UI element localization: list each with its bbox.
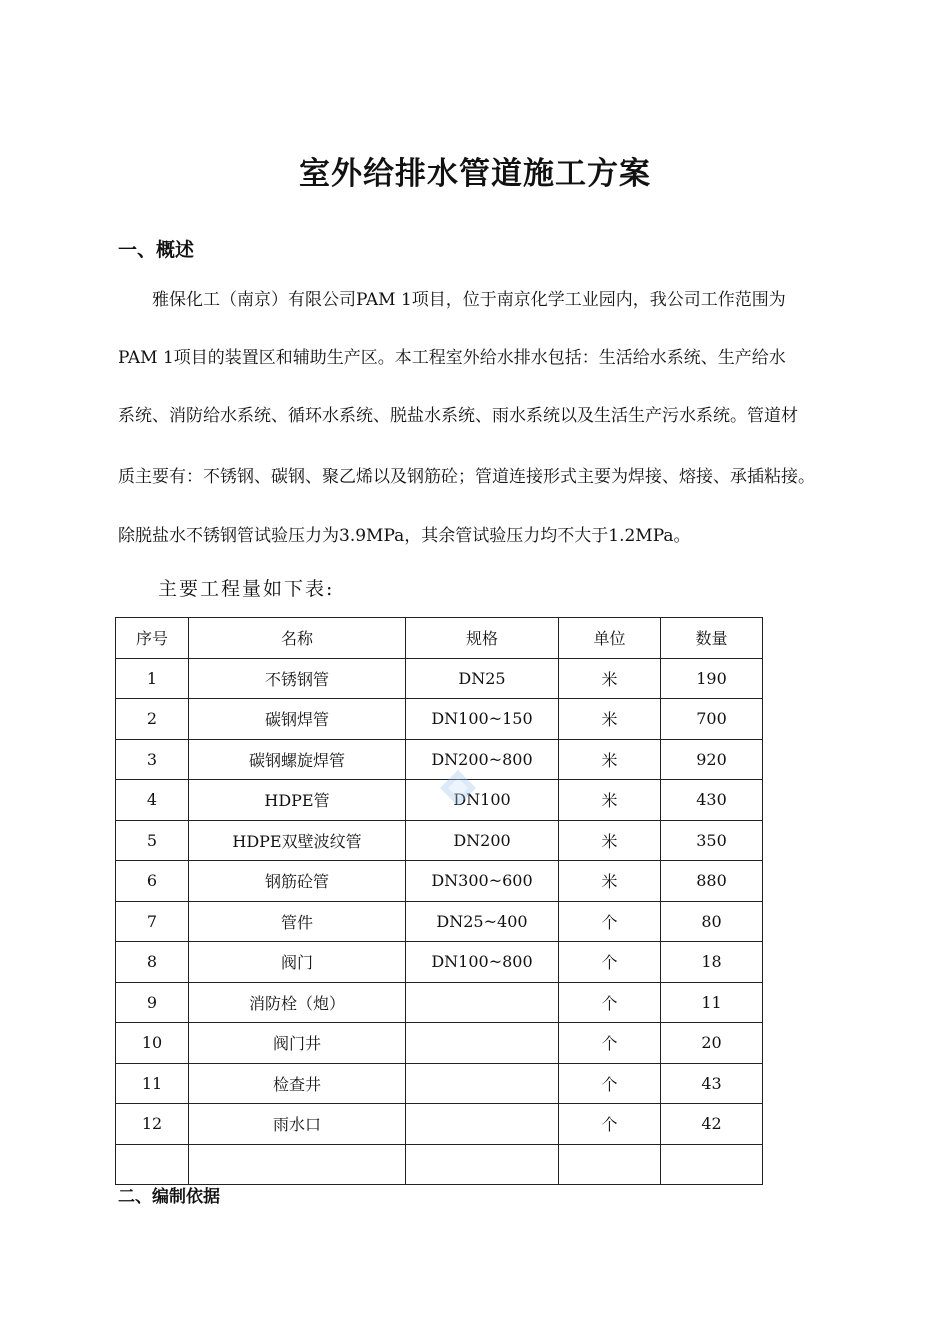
cell-spec <box>406 1063 559 1104</box>
cell-index: 8 <box>116 942 189 983</box>
cell-index: 11 <box>116 1063 189 1104</box>
table-row <box>116 1023 763 1064</box>
cell-quantity: 80 <box>661 901 763 942</box>
cell-unit: 米 <box>559 820 661 861</box>
section-heading-overview: 一、概述 <box>118 239 195 261</box>
cell-name: 消防栓（炮） <box>189 982 406 1023</box>
cell-name: 碳钢螺旋焊管 <box>189 739 406 780</box>
cell-name <box>189 1144 406 1185</box>
cell-name: 碳钢焊管 <box>189 699 406 740</box>
table-row <box>116 699 763 740</box>
table-row <box>116 1104 763 1145</box>
cell-unit: 米 <box>559 658 661 699</box>
cell-quantity: 880 <box>661 861 763 902</box>
table-row <box>116 861 763 902</box>
cell-index: 3 <box>116 739 189 780</box>
cell-quantity: 700 <box>661 699 763 740</box>
cell-quantity: 11 <box>661 982 763 1023</box>
cell-name: 雨水口 <box>189 1104 406 1145</box>
table-intro-text: 主要工程量如下表: <box>158 578 335 600</box>
cell-index: 12 <box>116 1104 189 1145</box>
cell-name: 不锈钢管 <box>189 658 406 699</box>
cell-quantity: 20 <box>661 1023 763 1064</box>
cell-quantity: 43 <box>661 1063 763 1104</box>
paragraph-line: 质主要有：不锈钢、碳钢、聚乙烯以及钢筋砼；管道连接形式主要为焊接、熔接、承插粘接。 <box>118 467 815 487</box>
cell-quantity: 190 <box>661 658 763 699</box>
cell-index: 5 <box>116 820 189 861</box>
cell-spec <box>406 1023 559 1064</box>
cell-quantity <box>661 1144 763 1185</box>
table-row <box>116 820 763 861</box>
cell-index: 7 <box>116 901 189 942</box>
cell-spec: DN200~800 <box>406 739 559 780</box>
cell-index: 2 <box>116 699 189 740</box>
cell-unit: 个 <box>559 1104 661 1145</box>
cell-unit: 米 <box>559 699 661 740</box>
cell-spec <box>406 1144 559 1185</box>
paragraph-line: 系统、消防给水系统、循环水系统、脱盐水系统、雨水系统以及生活生产污水系统。管道材 <box>118 406 798 426</box>
cell-unit: 个 <box>559 1023 661 1064</box>
table-row <box>116 982 763 1023</box>
cell-name: 阀门井 <box>189 1023 406 1064</box>
cell-spec: DN100~150 <box>406 699 559 740</box>
table-row <box>116 1063 763 1104</box>
cell-index <box>116 1144 189 1185</box>
cell-name: HDPE双壁波纹管 <box>189 820 406 861</box>
cell-unit: 米 <box>559 780 661 821</box>
cell-name: 管件 <box>189 901 406 942</box>
cell-unit: 个 <box>559 901 661 942</box>
cell-name: 检查井 <box>189 1063 406 1104</box>
table-row <box>116 942 763 983</box>
cell-unit: 米 <box>559 739 661 780</box>
table-header-row <box>116 618 763 659</box>
table-row <box>116 901 763 942</box>
cell-quantity: 18 <box>661 942 763 983</box>
cell-index: 6 <box>116 861 189 902</box>
cell-name: HDPE管 <box>189 780 406 821</box>
header-cell-index: 序号 <box>116 618 189 659</box>
cell-index: 9 <box>116 982 189 1023</box>
cell-spec: DN300~600 <box>406 861 559 902</box>
cell-index: 10 <box>116 1023 189 1064</box>
header-cell-unit: 单位 <box>559 618 661 659</box>
cell-unit <box>559 1144 661 1185</box>
cell-quantity: 920 <box>661 739 763 780</box>
paragraph-line: PAM 1项目的装置区和辅助生产区。本工程室外给水排水包括：生活给水系统、生产给水 <box>118 348 786 368</box>
cell-spec: DN25 <box>406 658 559 699</box>
cell-spec: DN100 <box>406 780 559 821</box>
section-heading-basis: 二、编制依据 <box>118 1187 220 1207</box>
watermark-logo-icon <box>438 768 478 808</box>
header-cell-spec: 规格 <box>406 618 559 659</box>
paragraph-line: 除脱盐水不锈钢管试验压力为3.9MPa，其余管试验压力均不大于1.2MPa。 <box>118 526 691 546</box>
cell-name: 阀门 <box>189 942 406 983</box>
table-row <box>116 658 763 699</box>
cell-spec <box>406 982 559 1023</box>
cell-quantity: 430 <box>661 780 763 821</box>
cell-index: 1 <box>116 658 189 699</box>
cell-spec: DN200 <box>406 820 559 861</box>
cell-unit: 个 <box>559 982 661 1023</box>
header-cell-quantity: 数量 <box>661 618 763 659</box>
cell-spec <box>406 1104 559 1145</box>
cell-spec: DN25~400 <box>406 901 559 942</box>
cell-quantity: 350 <box>661 820 763 861</box>
document-title: 室外给排水管道施工方案 <box>299 156 651 192</box>
cell-spec: DN100~800 <box>406 942 559 983</box>
table-row-empty <box>116 1144 763 1185</box>
cell-unit: 个 <box>559 1063 661 1104</box>
cell-name: 钢筋砼管 <box>189 861 406 902</box>
cell-unit: 个 <box>559 942 661 983</box>
paragraph-line: 雅保化工（南京）有限公司PAM 1项目，位于南京化学工业园内，我公司工作范围为 <box>118 290 786 310</box>
cell-index: 4 <box>116 780 189 821</box>
header-cell-name: 名称 <box>189 618 406 659</box>
quantity-table <box>115 617 763 1185</box>
cell-quantity: 42 <box>661 1104 763 1145</box>
cell-unit: 米 <box>559 861 661 902</box>
